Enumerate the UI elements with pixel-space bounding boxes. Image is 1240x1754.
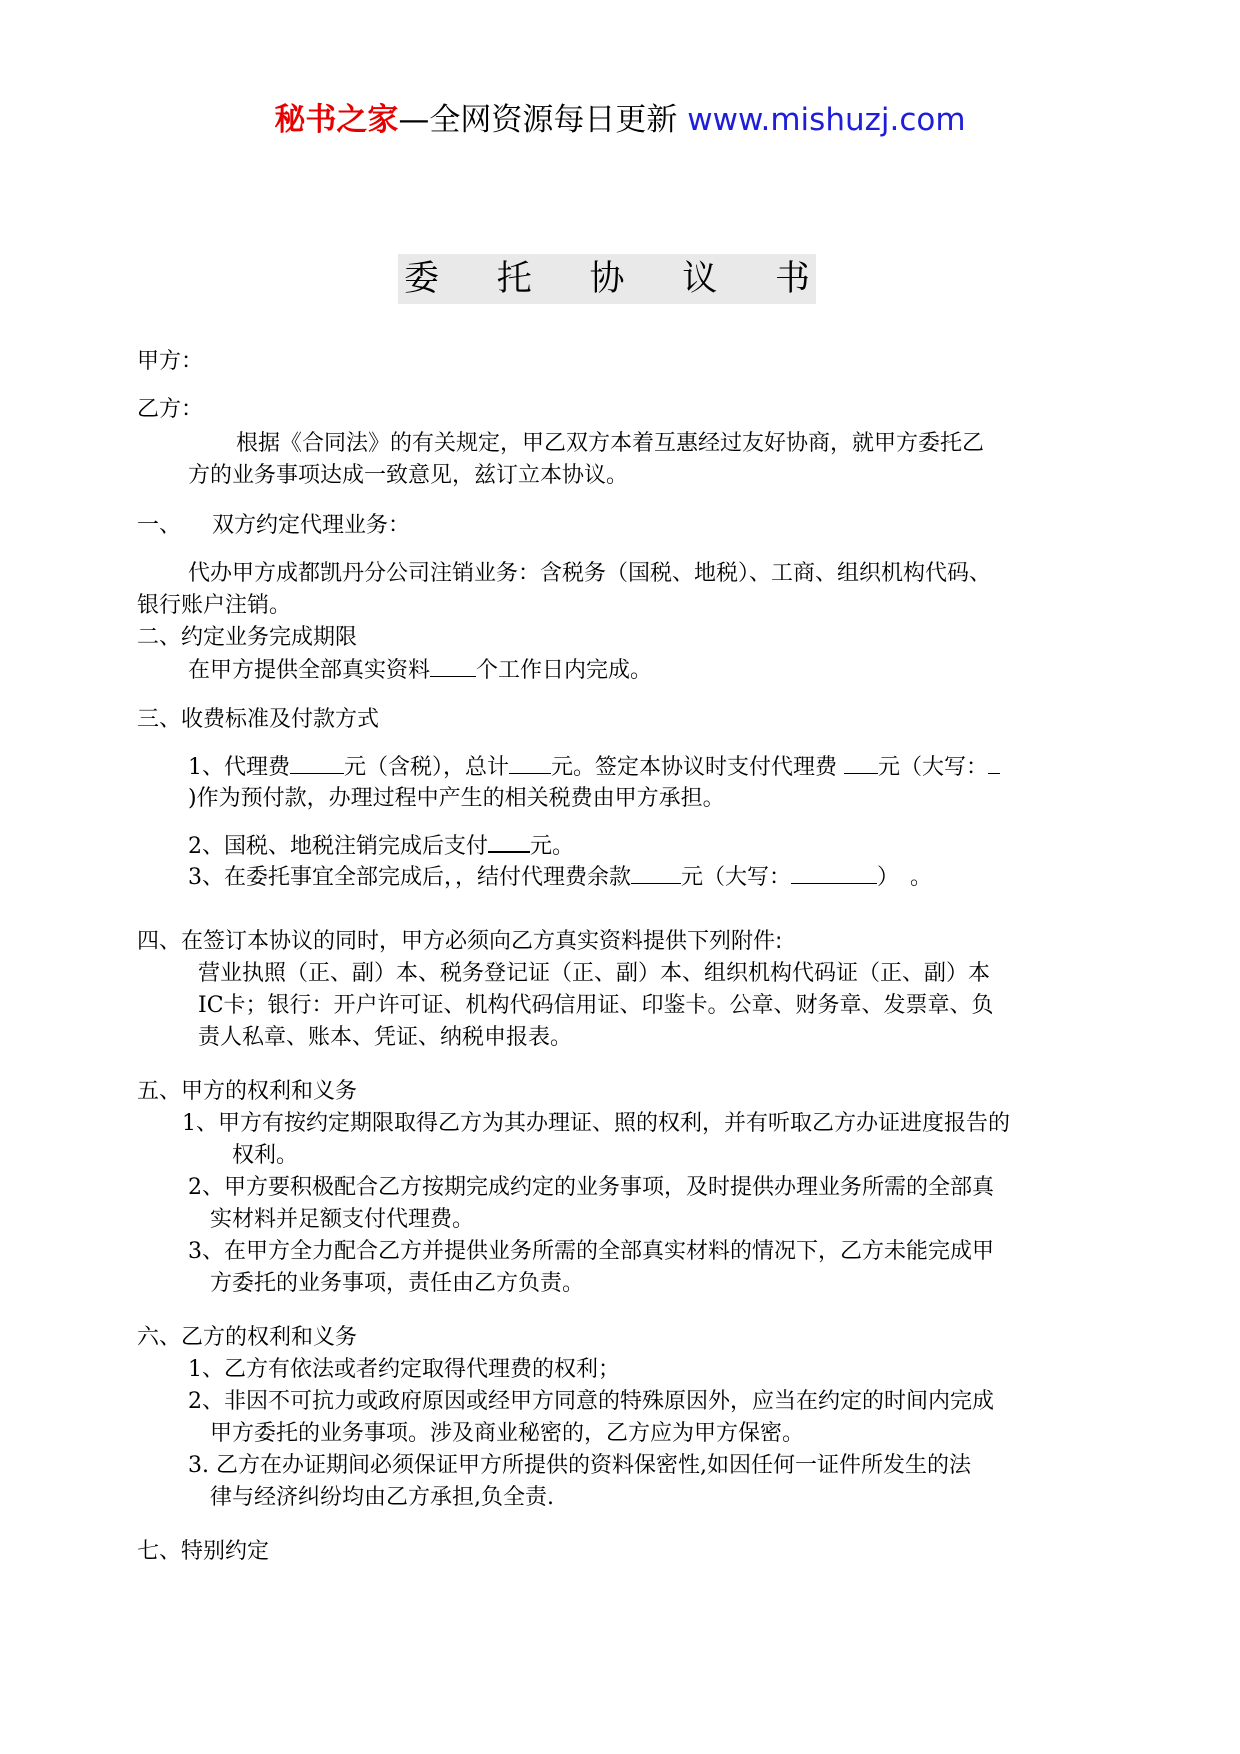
section-5-title: 五、甲方的权利和义务 [137,1079,358,1104]
intro-line-2: 方的业务事项达成一致意见，兹订立本协议。 [188,463,629,488]
prepay-capital-label: 元（大写： [878,755,989,780]
section-2-text [188,654,652,687]
section-3-item-1 [188,751,1000,784]
section-4-line-1: 营业执照（正、副）本、税务登记证（正、副）本、组织机构代码证（正、副）本 [198,961,991,986]
blank-item-2 [488,829,530,853]
section-6-item-2: 2、非因不可抗力或政府原因或经甲方同意的特殊原因外，应当在约定的时间内完成 [188,1389,994,1414]
fee-total-label: 元（含税），总计 [344,755,510,780]
section-3-item-2 [188,829,574,863]
party-b-label: 乙方： [137,397,204,422]
blank-prepay [844,751,878,774]
section-4-line-2: IC卡；银行：开户许可证、机构代码信用证、印鉴卡。公章、财务章、发票章、负 [198,993,994,1018]
document-title [398,254,816,304]
intro-line-1: 根据《合同法》的有关规定，甲乙双方本着互惠经过友好协商，就甲方委托乙 [236,431,985,456]
section-4-title: 四、在签订本协议的同时，甲方必须向乙方真实资料提供下列附件: [137,929,783,954]
section-3-title: 三、收费标准及付款方式 [137,707,380,732]
section-2-text-b: 个工作日内完成。 [476,658,653,683]
banner-brand: 秘书之家 [274,102,399,138]
section-5-item-1-cont: 权利。 [232,1143,299,1168]
section-6-item-2-cont: 甲方委托的业务事项。涉及商业秘密的，乙方应为甲方保密。 [210,1421,805,1446]
section-3-item-3 [188,861,932,894]
banner-tagline: —全网资源每日更新 [398,102,688,138]
fee-label: 1、代理费 [188,755,290,780]
banner-url[interactable]: www.mishuzj.com [687,102,966,138]
section-5-item-2-cont: 实材料并足额支付代理费。 [210,1207,475,1232]
party-a-label: 甲方： [137,349,204,374]
blank-prepay-capital [988,751,1000,774]
section-1-title: 双方约定代理业务： [212,513,411,538]
section-6-item-3: 3. 乙方在办证期间必须保证甲方所提供的资料保密性,如因任何一证件所发生的法 [188,1453,971,1478]
section-6-item-3-cont: 律与经济纠纷均由乙方承担,负全责. [210,1485,554,1510]
item-3-text: 3、在委托事宜全部完成后，，结付代理费余款 [188,865,631,890]
title-char: 书 [774,259,810,299]
title-char: 议 [682,259,718,299]
section-2-text-a: 在甲方提供全部真实资料 [188,658,431,683]
site-banner [0,100,1240,140]
item-3-capital-label: 元（大写： [681,865,792,890]
section-5-item-3: 3、在甲方全力配合乙方并提供业务所需的全部真实材料的情况下，乙方未能完成甲 [188,1239,994,1264]
title-char: 协 [589,259,625,299]
blank-balance [631,861,681,884]
section-1-number: 一、 [137,513,182,538]
section-1-line-1: 代办甲方成都凯丹分公司注销业务：含税务（国税、地税）、工商、组织机构代码、 [188,561,992,586]
blank-balance-capital [791,861,877,884]
section-1-line-2: 银行账户注销。 [137,593,292,618]
item-2-text: 2、国税、地税注销完成后支付 [188,834,488,859]
section-7-title: 七、特别约定 [137,1539,270,1564]
section-2-title: 二、约定业务完成期限 [137,625,358,650]
blank-days [430,654,476,677]
blank-total [509,751,551,774]
section-5-item-2: 2、甲方要积极配合乙方按期完成约定的业务事项，及时提供办理业务所需的全部真 [188,1175,994,1200]
prepay-label: 元。签定本协议时支付代理费 [551,755,845,780]
section-5-item-3-cont: 方委托的业务事项，责任由乙方负责。 [210,1271,585,1296]
section-6-item-1: 1、乙方有依法或者约定取得代理费的权利； [188,1357,620,1382]
section-6-title: 六、乙方的权利和义务 [137,1325,358,1350]
item-3-end: ） 。 [877,865,933,890]
section-5-item-1: 1、甲方有按约定期限取得乙方为其办理证、照的权利，并有听取乙方办证进度报告的 [182,1111,1010,1136]
section-3-item-1-cont: )作为预付款，办理过程中产生的相关税费由甲方承担。 [188,786,725,811]
title-char: 委 [404,259,440,299]
section-4-line-3: 责人私章、账本、凭证、纳税申报表。 [198,1025,573,1050]
item-2-unit: 元。 [530,834,575,859]
blank-fee [290,751,344,774]
title-char: 托 [496,259,532,299]
